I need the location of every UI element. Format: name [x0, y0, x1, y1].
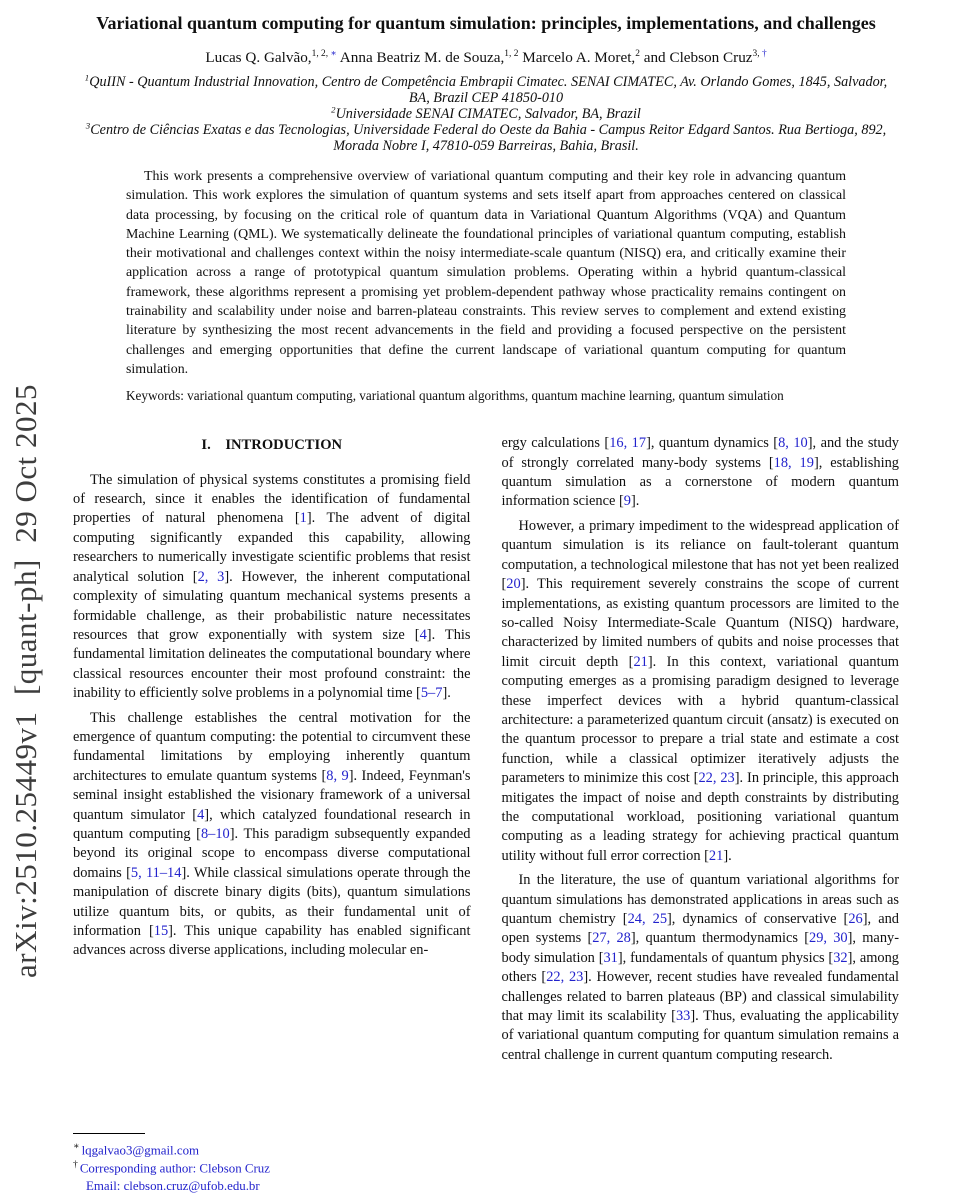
footnote-rule — [73, 1133, 145, 1134]
author-name: and Clebson Cruz — [643, 48, 753, 66]
left-column — [73, 434, 471, 1200]
citation-link[interactable]: 31 — [603, 949, 618, 966]
section-heading-introduction: I. INTRODUCTION — [201, 437, 343, 454]
author — [522, 49, 640, 66]
paper-title: Variational quantum computing for quantum simulation: principles, implementations, and challenges — [96, 13, 876, 33]
authors-line — [73, 49, 899, 67]
arxiv-watermark: arXiv:2510.25449v1 [quant-ph] 29 Oct 2025 — [8, 383, 43, 978]
author-affmark: 1, 2 — [504, 48, 519, 59]
affiliation-text: Centro de Ciências Exatas e das Tecnologias, Universidade Federal do Oeste da Bahia - Campus Reitor Edgard Santos. Rua Bertioga, 892, Morada Nobre I, 47810-059 Barreiras, Bahia, Brasil. — [90, 121, 887, 154]
two-column-body — [73, 434, 899, 1200]
author — [644, 49, 767, 66]
citation-link[interactable]: 32 — [833, 949, 848, 966]
citation-link[interactable]: 8, 10 — [778, 435, 808, 452]
citation-link[interactable]: 22, 23 — [698, 770, 735, 787]
citation-link[interactable]: 15 — [153, 923, 169, 939]
abstract: This work presents a comprehensive overview of variational quantum computing and their key role in advancing quantum simulation. This work explores the simulation of quantum systems and sets itself apart from approaches centered on classical data processing, by focusing on the critical role of quantum data in Variational Quantum Algorithms (VQA) and Quantum Machine Learning (QML). We systematically delineate the foundational principles of variational quantum computing, establish their motivational and challenges context within the noisy intermediate-scale quantum (NISQ) era, and critically examine their application across a range of prototypical quantum simulation problems. Operating within a hybrid quantum-classical framework, these algorithms represent a promising yet problem-dependent pathway whose practicality remains contingent on trainability and scalability under noise and barren-plateau constraints. This review serves to complement and extend existing literature by synthesizing the most recent advancements in the field and providing a focused perspective on the persistent challenges and emerging opportunities that define the current landscape of variational quantum computing for quantum simulation. — [126, 168, 846, 377]
citation-link[interactable]: 8, 9 — [326, 767, 349, 784]
citation-link[interactable]: 18, 19 — [773, 454, 814, 471]
author-affmark: 3, † — [752, 48, 767, 59]
affiliation-text: QuIIN - Quantum Industrial Innovation, Centro de Competência Embrapii Cimatec. SENAI CIMATEC, Av. Orlando Gomes, 1845, Salvador, BA, Brazil CEP 41850-010 — [89, 73, 888, 106]
footnote-email-first-author — [73, 1141, 471, 1160]
citation-link[interactable]: 9 — [623, 493, 631, 510]
footnote-corresponding-author — [73, 1159, 471, 1178]
corresponding-author-link[interactable]: Corresponding author: Clebson Cruz — [79, 1161, 270, 1176]
author-affmark: 1, 2, ∗ — [311, 48, 337, 59]
affiliation-number: 1 — [84, 72, 90, 83]
citation-link[interactable]: 1 — [299, 510, 307, 527]
footnotes — [73, 1133, 471, 1200]
affiliation-number: 2 — [331, 104, 336, 115]
right-column — [502, 434, 900, 1200]
author-name: Anna Beatriz M. de Souza, — [339, 48, 505, 66]
paragraph: This challenge establishes the central motivation for the emergence of quantum computing: the potential to circumvent these fundamental limitations by employing inherently quantum architectures to emulate quantum systems [8, 9]. Indeed, Feynman's seminal insight established the visionary framework of a universal quantum simulator [4], which catalyzed foundational research in quantum computing [8–10]. This paradigm subsequently expanded beyond its original scope to encompass diverse computational domains [5, 11–14]. While classical simulations operate through the manipulation of discrete binary digits (bits), quantum simulations utilize quantum bits, or qubits, as their fundamental unit of information [15]. This unique capability has enabled significant advances across diverse applications, including molecular en- — [73, 709, 471, 959]
author-affmark: 2 — [635, 48, 640, 59]
paragraph: However, a primary impediment to the widespread application of quantum simulation is its reliance on fault-tolerant quantum computation, a technological milestone that has not yet been realized [20]. This requirement severely constrains the scope of current implementations, as existing quantum processors are limited to the so-called Noisy Intermediate-Scale Quantum (NISQ) hardware, characterized by limited numbers of qubits and noise processes that limit circuit depth [21]. In this context, variational quantum computing emerges as a promising paradigm designed to leverage these imperfect devices with a hybrid quantum-classical architecture: a parameterized quantum circuit (ansatz) is executed on the quantum processor to prepare a trial state and estimate a cost function, while a classical optimizer iteratively adjusts the parameters to minimize this cost [22, 23]. In principle, this approach mitigates the impact of noise and depth constraints by distributing the computational workload, positioning variational quantum computing as a leading strategy for achieving practical quantum utility without full error correction [21]. — [501, 517, 900, 864]
email-link[interactable]: Email: clebson.cruz@ufob.edu.br — [86, 1178, 260, 1193]
citation-link[interactable]: 8–10 — [200, 825, 230, 842]
paragraph: In the literature, the use of quantum variational algorithms for quantum simulations has demonstrated applications in areas such as quantum chemistry [24, 25], dynamics of conservative [26], and open systems [27, 28], quantum thermodynamics [29, 30], many-body simulation [31], fundamentals of quantum physics [32], among others [22, 23]. However, recent studies have revealed fundamental challenges related to barren plateaus (BP) and classical simulability that may limit its scalability [33]. Thus, evaluating the applicability of variational quantum computing for quantum simulation remains a central challenge in current quantum computing research. — [501, 872, 900, 1063]
citation-link[interactable]: 5–7 — [420, 685, 443, 702]
affiliation-text: Universidade SENAI CIMATEC, Salvador, BA, Brazil — [335, 105, 641, 122]
footnote-marker: † — [73, 1159, 78, 1171]
author-name: Marcelo A. Moret, — [522, 48, 636, 66]
keywords-text: variational quantum computing, variational quantum algorithms, quantum machine learning, quantum simulation — [187, 388, 784, 404]
affiliations — [73, 74, 899, 154]
citation-link[interactable]: 21 — [633, 653, 648, 670]
citation-link[interactable]: 22, 23 — [546, 969, 584, 986]
citation-link[interactable]: 33 — [675, 1008, 691, 1025]
author-name: Lucas Q. Galvão, — [205, 48, 312, 66]
affiliation — [73, 74, 899, 106]
footnote-marker: ∗ — [73, 1140, 80, 1152]
citation-link[interactable]: 5, 11–14 — [130, 864, 182, 881]
keywords-label: Keywords: — [126, 388, 184, 404]
citation-link[interactable]: 21 — [708, 847, 724, 864]
email-link[interactable]: lqgalvao3@gmail.com — [81, 1142, 200, 1157]
citation-link[interactable]: 4 — [419, 626, 427, 643]
footnote-mark-link[interactable]: † — [761, 48, 767, 59]
citation-link[interactable]: 27, 28 — [592, 930, 631, 947]
footnote-mark-link[interactable]: ∗ — [330, 48, 337, 59]
citation-link[interactable]: 16, 17 — [609, 435, 647, 452]
citation-link[interactable]: 26 — [848, 911, 863, 927]
citation-link[interactable]: 2, 3 — [197, 568, 225, 585]
affiliation — [73, 122, 899, 154]
affiliation-number: 3 — [85, 120, 91, 131]
citation-link[interactable]: 29, 30 — [809, 930, 848, 947]
keywords-line — [126, 388, 846, 404]
author — [340, 49, 519, 66]
affiliation — [73, 106, 899, 122]
citation-link[interactable]: 20 — [506, 576, 521, 593]
footnote-email-corresponding — [73, 1178, 471, 1195]
paragraph: The simulation of physical systems constitutes a promising field of research, since it enables the identification of fundamental properties of natural phenomena [1]. The advent of digital computing significantly expanded this capability, allowing researchers to numerically investigate scientific problems that resist analytical solution [2, 3]. However, the inherent computational complexity of simulating quantum mechanical systems presents a formidable challenge, as their probabilistic nature necessitates resources that grow exponentially with system size [4]. This fundamental limitation delineates the computational boundary where classical resources encounter their most profound constraint: the inability to efficiently solve problems in a polynomial time [5–7]. — [73, 471, 471, 702]
citation-link[interactable]: 24, 25 — [627, 911, 668, 927]
citation-link[interactable]: 4 — [197, 806, 205, 823]
author — [205, 49, 337, 66]
paragraph: ergy calculations [16, 17], quantum dynamics [8, 10], and the study of strongly correlated many-body systems [18, 19], establishing quantum simulation as a cornerstone of modern quantum information science [9]. — [501, 435, 900, 510]
